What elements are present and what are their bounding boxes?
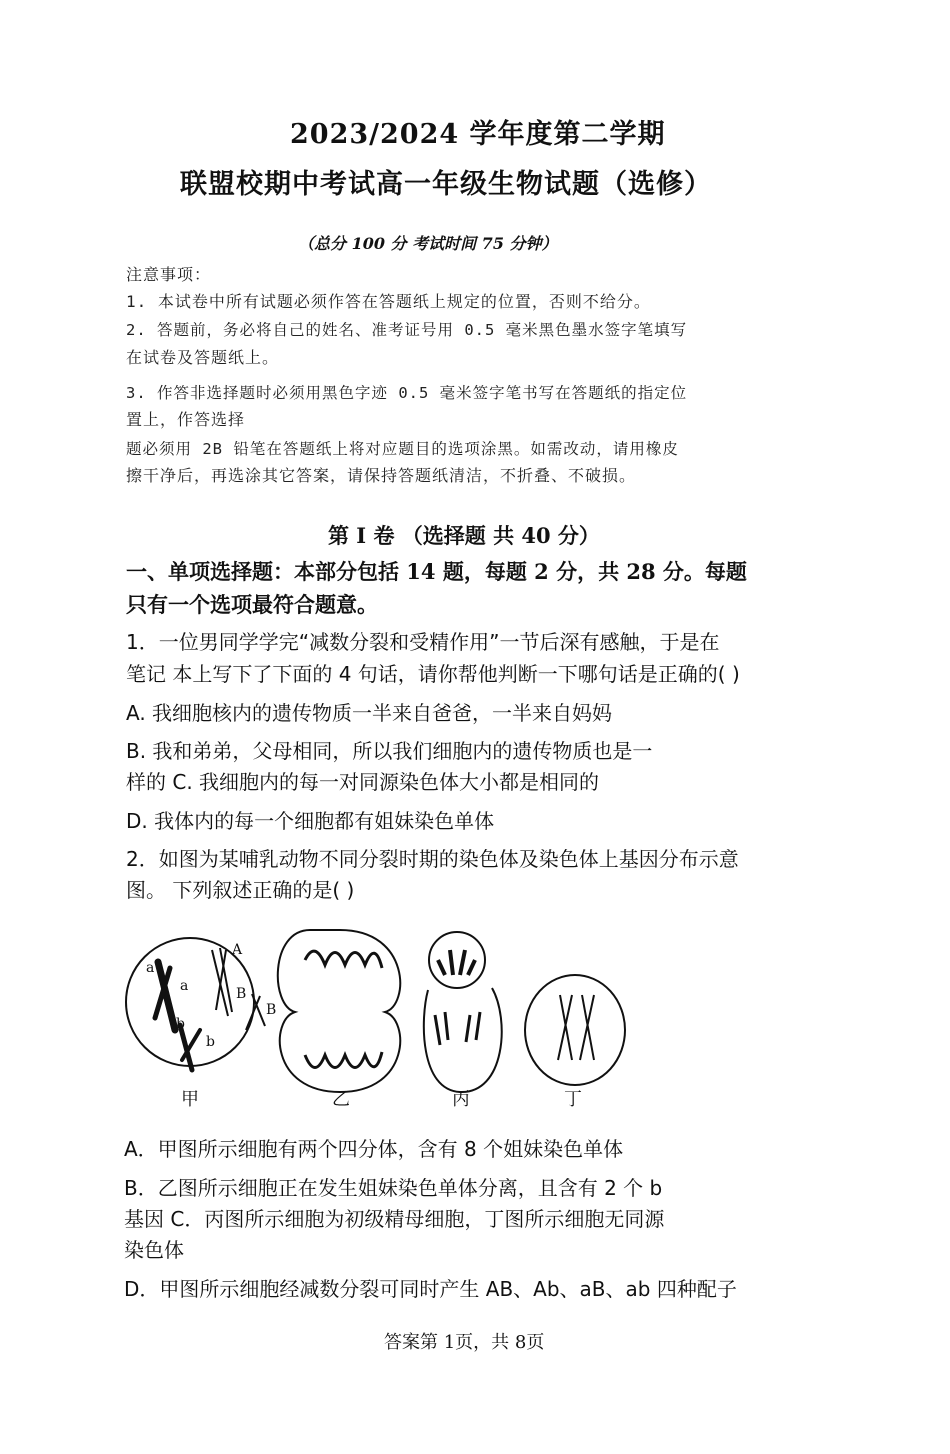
- q1-option-a: A. 我细胞核内的遗传物质一半来自爸爸，一半来自妈妈: [126, 701, 613, 725]
- note-3-line-d: 擦干净后，再选涂其它答案，请保持答题纸清洁，不折叠、不破损。: [126, 466, 637, 485]
- part1-title: 第 I 卷 （选择题 共 40 分）: [328, 523, 600, 548]
- page-footer: 答案第 1页，共 8页: [384, 1332, 545, 1353]
- q1-option-b-line2: 样的 C. 我细胞内的每一对同源染色体大小都是相同的: [126, 770, 600, 794]
- q1-stem-b: 笔记 本上写下了下面的 4 句话，请你帮他判断一下哪句话是正确的( ): [126, 662, 740, 686]
- note-3-line-c: 题必须用 2B 铅笔在答题纸上将对应题目的选项涂黑。如需改动，请用橡皮: [126, 440, 679, 458]
- q2-option-a: A．甲图所示细胞有两个四分体，含有 8 个姐妹染色单体: [124, 1137, 624, 1161]
- q1-option-d: D. 我体内的每一个细胞都有姐妹染色单体: [126, 809, 495, 833]
- gene-label: b: [206, 1034, 215, 1050]
- figure-label-ding: 丁: [564, 1089, 582, 1110]
- gene-label: B: [266, 1002, 277, 1018]
- note-3-line-b: 置上，作答选择: [126, 410, 246, 429]
- figure-label-jia: 甲: [181, 1089, 199, 1110]
- gene-label: b: [176, 1016, 185, 1032]
- q2-option-b-line1: B．乙图所示细胞正在发生姐妹染色单体分离，且含有 2 个 b: [124, 1176, 663, 1200]
- note-1: 1. 本试卷中所有试题必须作答在答题纸上规定的位置，否则不给分。: [126, 292, 651, 311]
- cell-ding: [525, 975, 625, 1085]
- part1-instruction-a: 一、单项选择题：本部分包括 14 题，每题 2 分，共 28 分。每题: [126, 559, 747, 584]
- figure-label-bing: 丙: [452, 1089, 470, 1110]
- cell-yi: [278, 930, 400, 1092]
- q1-stem-a: 1．一位男同学学完“减数分裂和受精作用”一节后深有感触，于是在: [126, 630, 720, 654]
- q1-option-b-line1: B. 我和弟弟，父母相同，所以我们细胞内的遗传物质也是一: [126, 739, 653, 763]
- score-time-line: （总分 100 分 考试时间 75 分钟）: [298, 234, 558, 253]
- notes-heading: 注意事项：: [126, 265, 212, 284]
- q2-stem-a: 2．如图为某哺乳动物不同分裂时期的染色体及染色体上基因分布示意: [126, 847, 739, 871]
- cell-bing: [424, 932, 502, 1092]
- gene-label: a: [180, 978, 189, 994]
- note-2-line-a: 2. 答题前，务必将自己的姓名、准考证号用 0.5 毫米黑色墨水签字笔填写: [126, 321, 688, 339]
- q2-option-b-line3: 染色体: [124, 1238, 184, 1262]
- q2-stem-b: 图。 下列叙述正确的是( ): [126, 878, 355, 902]
- gene-label: A: [232, 942, 243, 958]
- q2-option-d: D．甲图所示细胞经减数分裂可同时产生 AB、Ab、aB、ab 四种配子: [124, 1277, 737, 1301]
- note-3-line-a: 3. 作答非选择题时必须用黑色字迹 0.5 毫米签字笔书写在答题纸的指定位: [126, 384, 688, 402]
- note-2-line-b: 在试卷及答题纸上。: [126, 348, 280, 367]
- gene-label: a: [146, 960, 155, 976]
- figure-label-yi: 乙: [332, 1089, 350, 1110]
- exam-title-line1: 2023/2024 学年度第二学期: [290, 119, 666, 150]
- gene-label: B: [236, 986, 247, 1002]
- cell-jia: [126, 938, 265, 1070]
- exam-title-line2: 联盟校期中考试高一年级生物试题（选修）: [180, 169, 712, 200]
- part1-instruction-b: 只有一个选项最符合题意。: [126, 592, 378, 617]
- q2-option-b-line2: 基因 C．丙图所示细胞为初级精母细胞，丁图所示细胞无同源: [124, 1207, 665, 1231]
